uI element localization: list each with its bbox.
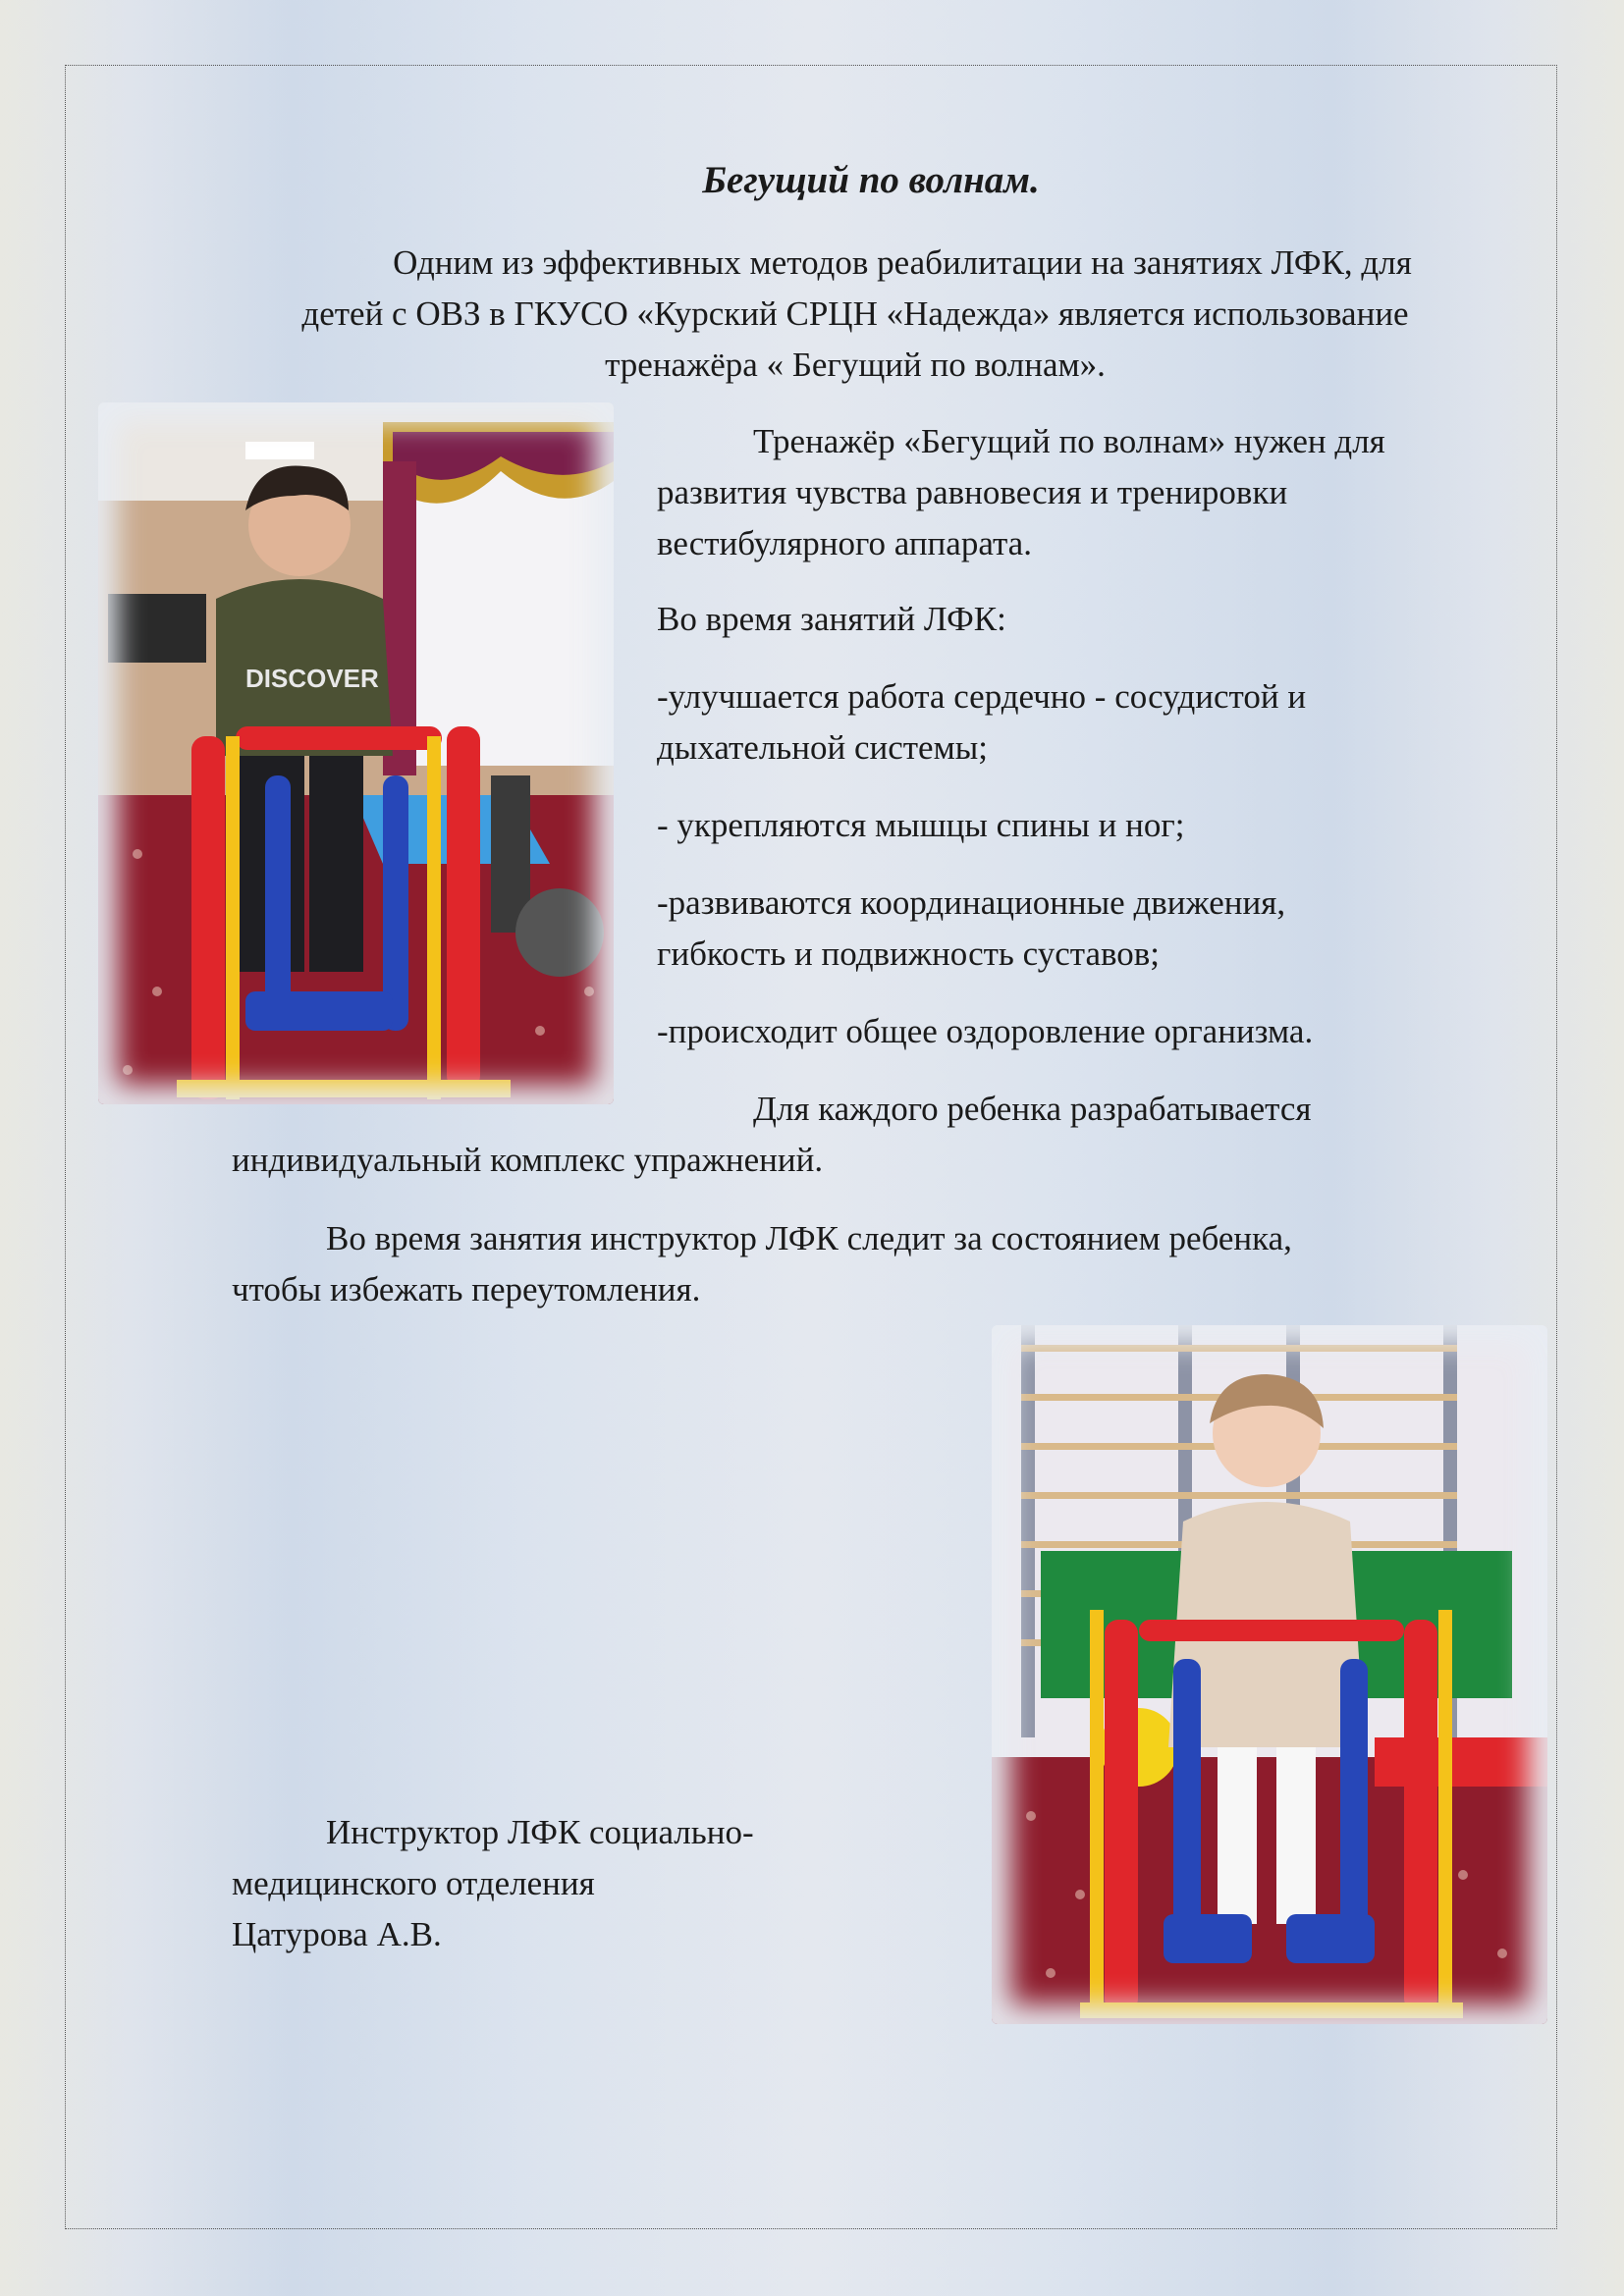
- signature-line-2: медицинского отделения: [232, 1864, 595, 1902]
- purpose-line-1: Тренажёр «Бегущий по волнам» нужен для: [753, 422, 1385, 460]
- monitoring-line-1: Во время занятия инструктор ЛФК следит за состоянием ребенка,: [326, 1219, 1292, 1257]
- benefit-item-4: [657, 1006, 1482, 1057]
- svg-text:DISCOVER: DISCOVER: [245, 664, 379, 693]
- benefit-1-line-2: дыхательной системы;: [657, 728, 988, 767]
- intro-line-3: тренажёра « Бегущий по волнам».: [605, 346, 1106, 384]
- purpose-paragraph: [657, 416, 1482, 569]
- during-heading: Во время занятий ЛФК:: [657, 600, 1006, 638]
- monitoring-paragraph: [232, 1213, 1479, 1315]
- benefit-4-line-1: -происходит общее оздоровление организма.: [657, 1012, 1314, 1050]
- benefit-3-line-1: -развиваются координационные движения,: [657, 883, 1286, 922]
- benefit-1-line-1: -улучшается работа сердечно - сосудистой и: [657, 677, 1307, 716]
- intro-paragraph: [232, 238, 1479, 391]
- benefit-3-line-2: гибкость и подвижность суставов;: [657, 934, 1161, 973]
- benefit-2-line-1: - укрепляются мышцы спины и ног;: [657, 806, 1185, 844]
- signature-line-1: Инструктор ЛФК социально-: [326, 1813, 754, 1851]
- individual-paragraph: [232, 1084, 1479, 1186]
- photo-girl-on-trainer: [992, 1325, 1547, 2024]
- page-title: Бегущий по волнам.: [702, 159, 1040, 201]
- intro-line-1: Одним из эффективных методов реабилитации на занятиях ЛФК, для: [393, 243, 1412, 282]
- benefit-item-1: [657, 671, 1482, 774]
- monitoring-line-2: чтобы избежать переутомления.: [232, 1270, 701, 1308]
- intro-line-2: детей с ОВЗ в ГКУСО «Курский СРЦН «Надежда» является использование: [301, 294, 1409, 333]
- individual-line-2: индивидуальный комплекс упражнений.: [232, 1141, 824, 1179]
- purpose-line-3: вестибулярного аппарата.: [657, 524, 1032, 562]
- photo-boy-on-trainer: [98, 402, 614, 1104]
- signature-block: [232, 1807, 919, 1960]
- purpose-line-2: развития чувства равновесия и тренировки: [657, 473, 1288, 511]
- benefit-item-3: [657, 878, 1482, 980]
- individual-line-1: Для каждого ребенка разрабатывается: [753, 1090, 1312, 1128]
- signature-line-3: Цатурова А.В.: [232, 1915, 442, 1953]
- benefit-item-2: [657, 800, 1482, 851]
